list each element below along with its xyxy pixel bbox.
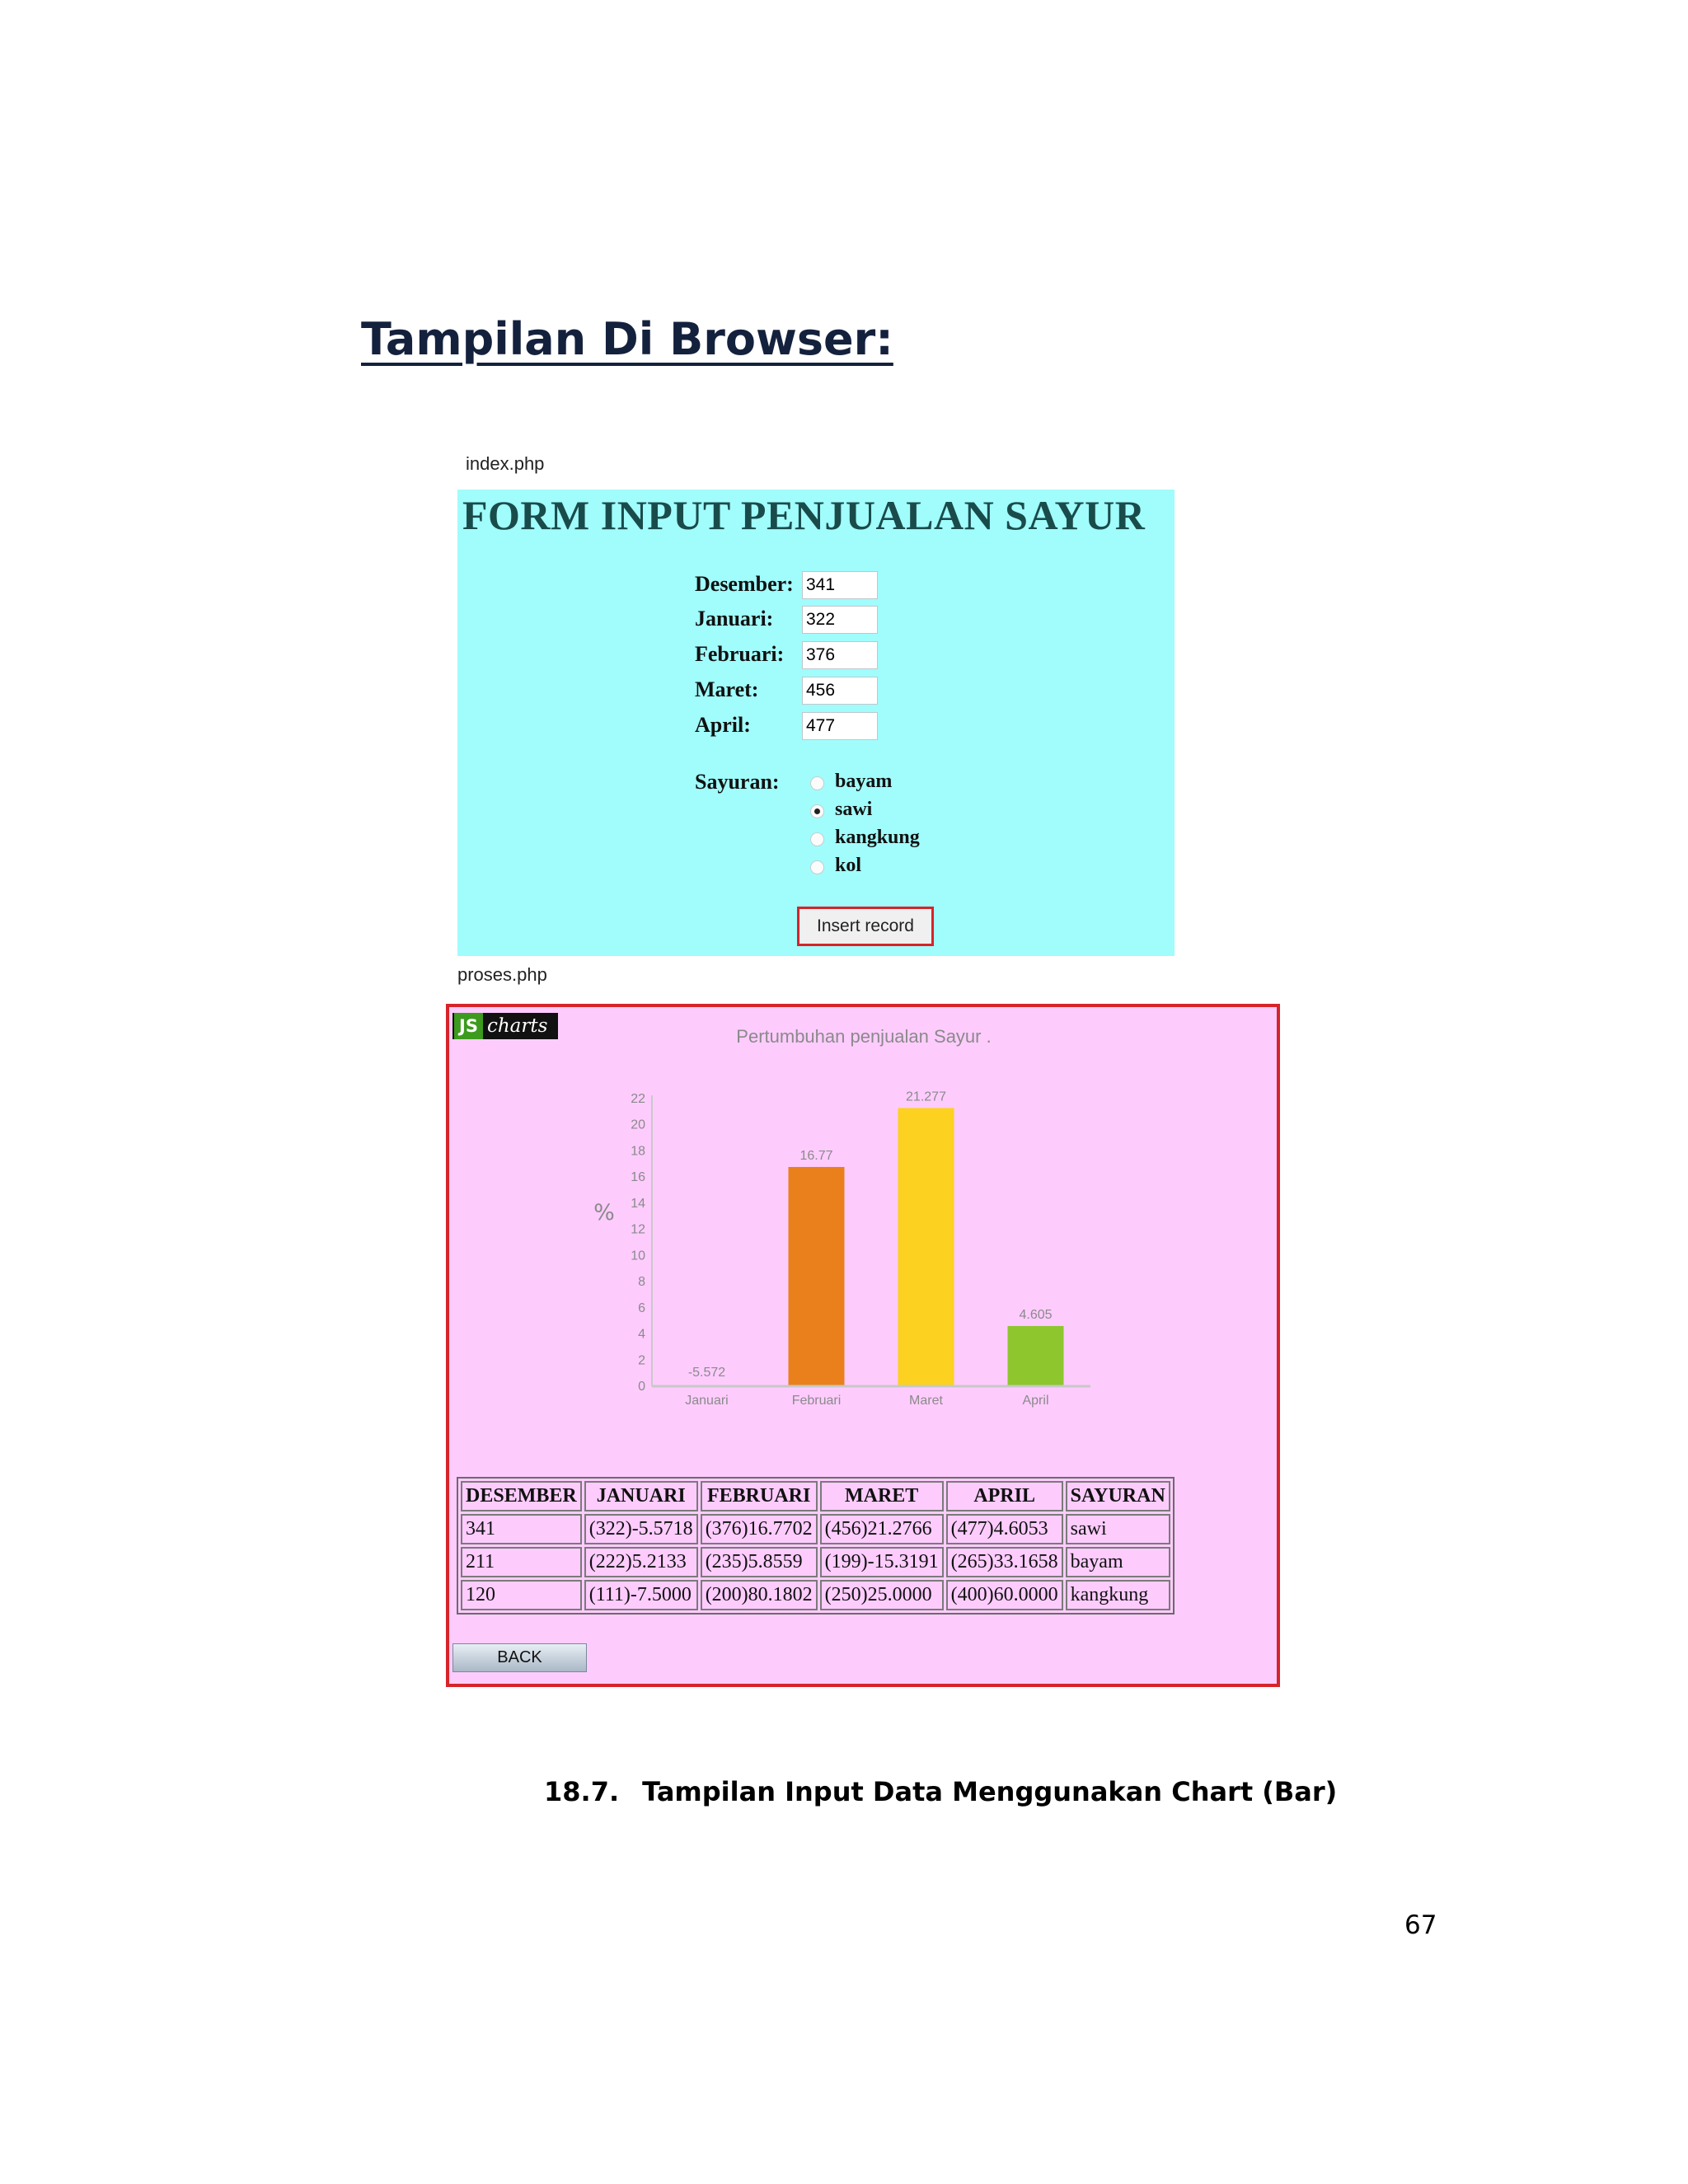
field-label-april: April: [695, 713, 751, 737]
radio-kangkung[interactable] [810, 832, 824, 846]
table-cell: 341 [461, 1514, 582, 1544]
x-tick-label: Februari [791, 1394, 842, 1408]
radio-label-kangkung: kangkung [835, 827, 920, 848]
table-cell: 211 [461, 1547, 582, 1577]
table-row [461, 1580, 1170, 1610]
logo-charts-text: charts [486, 1015, 548, 1037]
bar-april [1008, 1326, 1064, 1386]
table-cell: (111)-7.5000 [584, 1580, 698, 1610]
bar-chart [449, 1007, 1277, 1469]
table-cell: bayam [1066, 1547, 1170, 1577]
y-axis-label: % [593, 1200, 615, 1226]
table-cell: sawi [1066, 1514, 1170, 1544]
x-tick-label: Maret [909, 1394, 943, 1408]
header-februari: FEBRUARI [701, 1481, 818, 1511]
table-row [461, 1547, 1170, 1577]
table-cell: (250)25.0000 [820, 1580, 944, 1610]
figure-caption [544, 1776, 1337, 1807]
y-tick-label: 16 [631, 1170, 645, 1185]
maret-input[interactable] [802, 677, 878, 705]
y-tick-label: 12 [631, 1222, 645, 1237]
y-tick-label: 20 [631, 1118, 645, 1132]
y-tick-label: 10 [631, 1249, 645, 1263]
bar-maret [898, 1108, 954, 1386]
back-button[interactable]: BACK [452, 1643, 587, 1672]
bar-value-label: 21.277 [906, 1090, 946, 1104]
x-tick-label: April [1022, 1394, 1049, 1408]
page-number: 67 [1404, 1910, 1437, 1940]
radio-label-sawi: sawi [835, 799, 873, 820]
logo-js-text: JS [454, 1013, 483, 1039]
y-tick-label: 6 [638, 1301, 645, 1315]
februari-input[interactable] [802, 641, 878, 669]
field-label-februari: Februari: [695, 642, 785, 666]
table-cell: (199)-15.3191 [820, 1547, 944, 1577]
table-cell: 120 [461, 1580, 582, 1610]
field-label-januari: Januari: [695, 607, 774, 630]
table-row [461, 1514, 1170, 1544]
caption-number: 18.7. [544, 1776, 620, 1807]
page-heading: Tampilan Di Browser: [361, 313, 893, 365]
result-panel [446, 1004, 1280, 1687]
bar-value-label: 4.605 [1019, 1307, 1053, 1322]
april-input[interactable] [802, 712, 878, 740]
radio-label-kol: kol [835, 855, 862, 876]
field-label-maret: Maret: [695, 677, 759, 701]
radio-bayam[interactable] [810, 776, 824, 790]
y-tick-label: 0 [638, 1380, 645, 1394]
chart-title: Pertumbuhan penjualan Sayur . [736, 1026, 992, 1047]
table-cell: (322)-5.5718 [584, 1514, 698, 1544]
y-tick-label: 22 [631, 1092, 645, 1106]
insert-record-button[interactable]: Insert record [797, 907, 934, 946]
header-januari: JANUARI [584, 1481, 698, 1511]
radio-label-bayam: bayam [835, 771, 893, 792]
header-maret: MARET [820, 1481, 944, 1511]
caption-text: Tampilan Input Data Menggunakan Chart (Bar) [642, 1776, 1338, 1807]
y-tick-label: 18 [631, 1144, 645, 1159]
bar-februari [789, 1167, 845, 1386]
bar-value-label: -5.572 [687, 1366, 726, 1380]
bar-value-label: 16.77 [799, 1148, 833, 1163]
y-tick-label: 4 [638, 1327, 645, 1342]
y-tick-label: 14 [631, 1196, 645, 1211]
y-tick-label: 2 [638, 1353, 645, 1368]
sayuran-label: Sayuran: [695, 770, 780, 794]
table-cell: (222)5.2133 [584, 1547, 698, 1577]
januari-input[interactable] [802, 606, 878, 634]
table-cell: (235)5.8559 [701, 1547, 818, 1577]
table-cell: (265)33.1658 [946, 1547, 1063, 1577]
radio-kol[interactable] [810, 860, 824, 874]
form-panel [457, 490, 1175, 956]
table-cell: (456)21.2766 [820, 1514, 944, 1544]
header-desember: DESEMBER [461, 1481, 582, 1511]
form-title: FORM INPUT PENJUALAN SAYUR [462, 492, 1146, 538]
header-sayuran: SAYURAN [1066, 1481, 1170, 1511]
desember-input[interactable] [802, 571, 878, 599]
x-tick-label: Januari [685, 1394, 729, 1408]
form-file-label: index.php [466, 453, 545, 474]
header-april: APRIL [946, 1481, 1063, 1511]
data-table [457, 1477, 1175, 1615]
y-tick-label: 8 [638, 1275, 645, 1290]
table-cell: (400)60.0000 [946, 1580, 1063, 1610]
radio-sawi[interactable] [810, 804, 824, 818]
table-cell: (477)4.6053 [946, 1514, 1063, 1544]
table-cell: (200)80.1802 [701, 1580, 818, 1610]
table-cell: kangkung [1066, 1580, 1170, 1610]
table-header-row [461, 1481, 1170, 1511]
field-label-desember: Desember: [695, 572, 794, 596]
table-cell: (376)16.7702 [701, 1514, 818, 1544]
result-file-label: proses.php [457, 964, 547, 985]
